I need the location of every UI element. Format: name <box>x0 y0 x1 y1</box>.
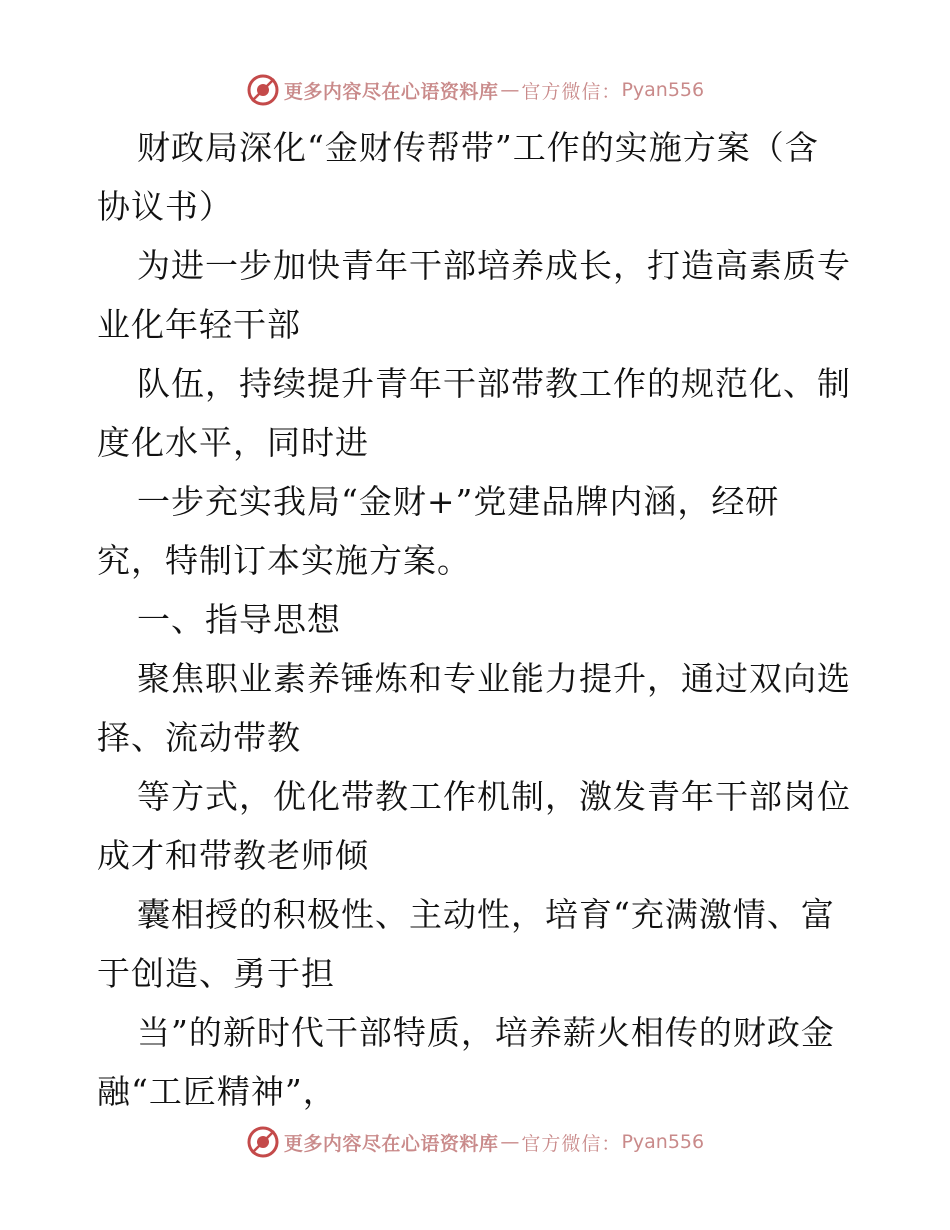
watermark-separator: — <box>500 1131 520 1153</box>
footer-watermark <box>0 1122 950 1162</box>
paragraph-line: 究，特制订本实施方案。 <box>97 541 471 580</box>
paragraph-line: 一步充实我局“金财+”党建品牌内涵，经研 <box>137 482 780 521</box>
paragraph-line: 等方式，优化带教工作机制，激发青年干部岗位 <box>137 777 851 816</box>
paragraph-line: 当”的新时代干部特质，培养薪火相传的财政金 <box>137 1013 835 1052</box>
paragraph-line: 业化年轻干部 <box>97 305 301 344</box>
watermark-wechat-id: Pyan556 <box>621 79 705 101</box>
paragraph-line: 成才和带教老师倾 <box>97 836 369 875</box>
document-title-line-1: 财政局深化“金财传帮带”工作的实施方案（含 <box>137 128 819 167</box>
paragraph-line: 择、流动带教 <box>97 718 301 757</box>
watermark-text: 更多内容尽在心语资料库 <box>283 1132 499 1155</box>
document-body <box>97 118 857 1121</box>
paragraph-line: 队伍，持续提升青年干部带教工作的规范化、制 <box>137 364 851 403</box>
watermark-wechat-label: 官方微信： <box>521 80 622 103</box>
paragraph-line: 囊相授的积极性、主动性，培育“充满激情、富 <box>137 895 835 934</box>
watermark-separator: — <box>500 79 520 101</box>
paragraph-line: 聚焦职业素养锤炼和专业能力提升，通过双向选 <box>137 659 851 698</box>
paragraph-line: 于创造、勇于担 <box>97 954 335 993</box>
section-heading: 一、指导思想 <box>137 600 341 639</box>
watermark-text: 更多内容尽在心语资料库 <box>283 80 499 103</box>
header-watermark <box>0 70 950 110</box>
watermark-wechat-label: 官方微信： <box>521 1132 622 1155</box>
paragraph-line: 度化水平，同时进 <box>97 423 369 462</box>
document-title-line-2: 协议书） <box>97 187 233 226</box>
brand-logo-icon <box>246 73 280 107</box>
paragraph-line: 为进一步加快青年干部培养成长，打造高素质专 <box>137 246 851 285</box>
watermark-wechat-id: Pyan556 <box>621 1131 705 1153</box>
brand-logo-icon <box>246 1125 280 1159</box>
paragraph-line: 融“工匠精神”， <box>97 1072 337 1111</box>
